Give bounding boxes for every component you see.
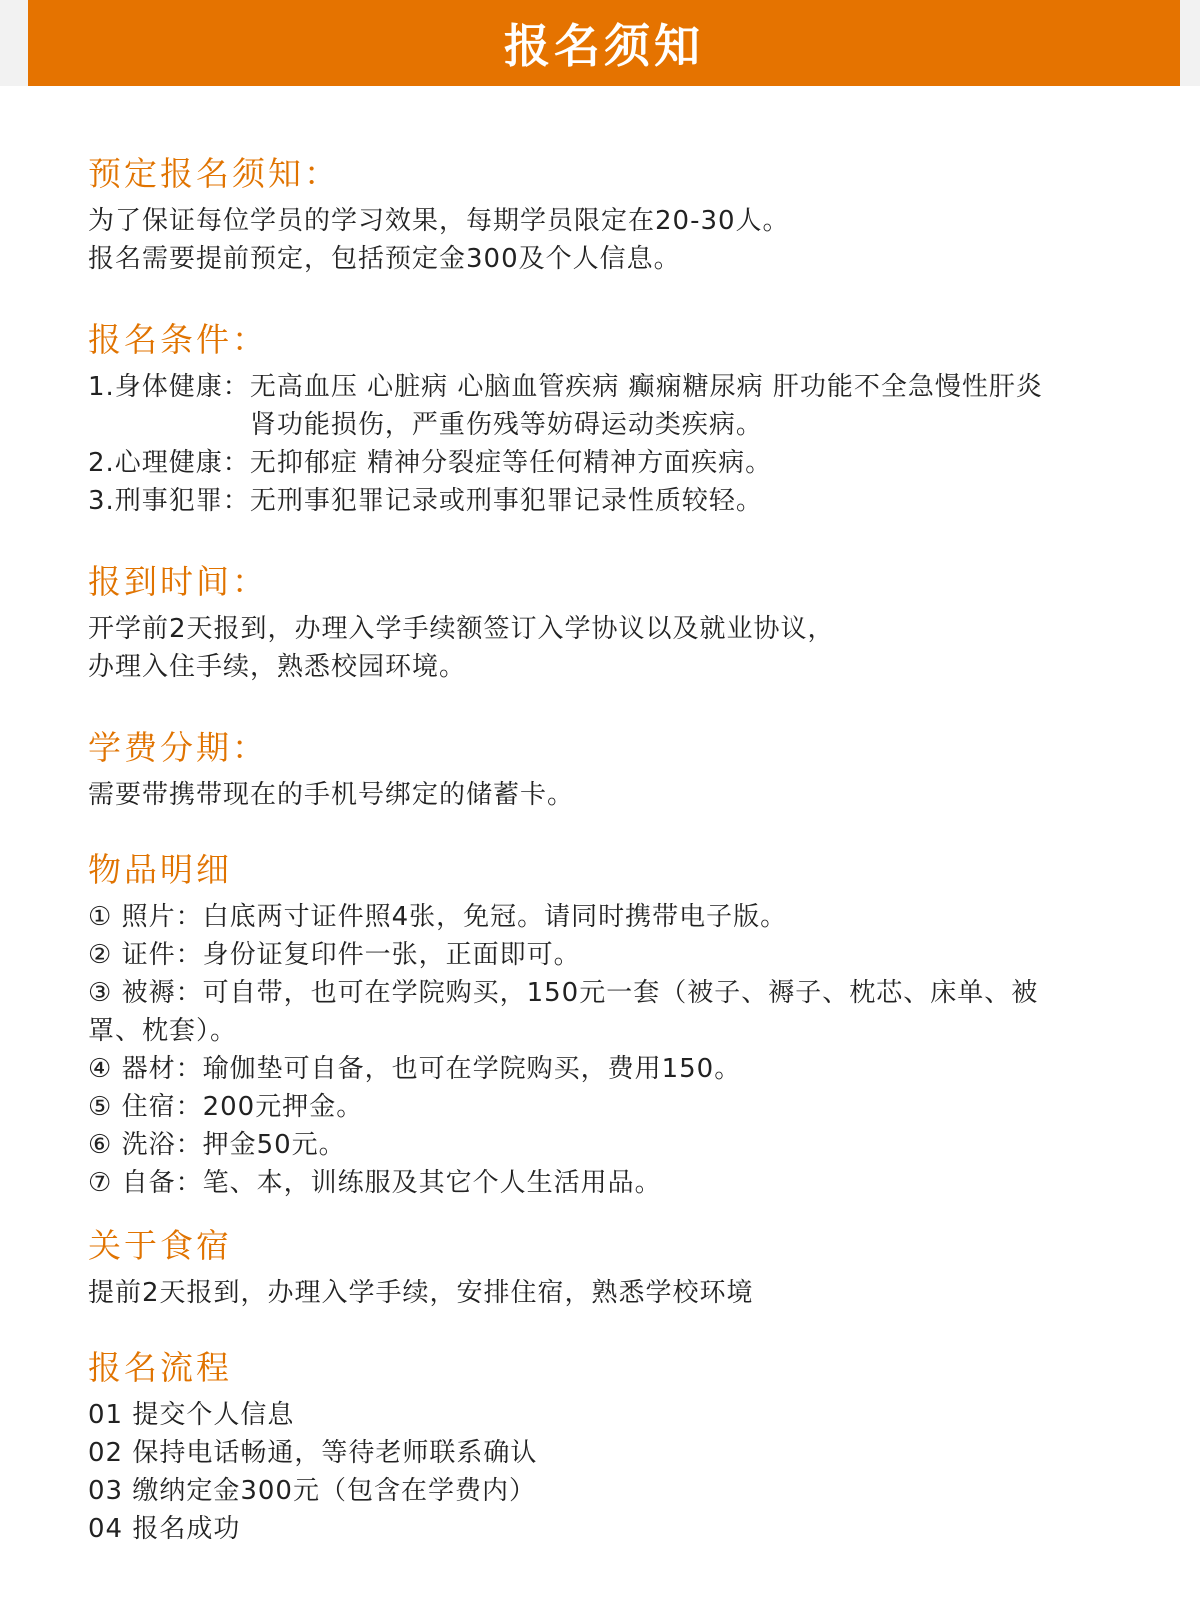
process-step: 01 提交个人信息 [88,1400,295,1430]
list-item: ⑤ 住宿：200元押金。 [88,1092,364,1122]
process-step: 03 缴纳定金300元（包含在学费内） [88,1476,536,1506]
section-title-installment: 学费分期： [88,728,268,767]
section-process [88,1340,1168,1548]
section-report-time [88,554,1168,686]
section-title-report-time: 报到时间： [88,562,268,601]
section-title-booking: 预定报名须知： [88,154,340,193]
header-right-strip [1180,0,1200,86]
condition-text: 无高血压 心脏病 心脑血管疾病 癫痫糖尿病 肝功能不全急慢性肝炎肾功能损伤，严重伤残等妨碍运动类疾病。 [249,372,1043,440]
condition-text: 无抑郁症 精神分裂症等任何精神方面疾病。 [249,448,773,478]
section-title-process: 报名流程 [88,1348,232,1387]
condition-row [88,444,1168,482]
condition-row [88,368,1053,444]
text-line: 报名需要提前预定，包括预定金300及个人信息。 [88,244,681,274]
condition-label: 2.心理健康： [88,448,250,478]
list-item: ② 证件：身份证复印件一张，正面即可。 [88,940,581,970]
text-line: 办理入住手续，熟悉校园环境。 [88,652,467,682]
text-line: 需要带携带现在的手机号绑定的储蓄卡。 [88,780,575,810]
section-lodging [88,1218,1168,1312]
process-step: 04 报名成功 [88,1514,241,1544]
page-title: 报名须知 [504,19,704,73]
section-title-lodging: 关于食宿 [88,1226,232,1265]
list-item: ⑦ 自备：笔、本，训练服及其它个人生活用品。 [88,1168,662,1198]
list-item: ③ 被褥：可自带，也可在学院购买，150元一套（被子、褥子、枕芯、床单、被罩、枕套）。 [88,978,1039,1046]
section-title-items: 物品明细 [88,850,232,889]
text-line: 开学前2天报到，办理入学手续额签订入学协议以及就业协议， [88,614,835,644]
section-installment [88,720,1168,814]
list-item: ① 照片：白底两寸证件照4张，免冠。请同时携带电子版。 [88,902,788,932]
section-conditions [88,312,1168,520]
header-left-strip [0,0,28,86]
list-item: ④ 器材：瑜伽垫可自备，也可在学院购买，费用150。 [88,1054,742,1084]
condition-text: 无刑事犯罪记录或刑事犯罪记录性质较轻。 [249,486,763,516]
text-line: 提前2天报到，办理入学手续，安排住宿，熟悉学校环境 [88,1278,754,1308]
text-line: 为了保证每位学员的学习效果，每期学员限定在20-30人。 [88,206,790,236]
condition-label: 1.身体健康： [88,372,250,402]
process-step: 02 保持电话畅通，等待老师联系确认 [88,1438,538,1468]
header-banner [28,0,1180,86]
condition-row [88,482,1168,520]
section-title-conditions: 报名条件： [88,320,268,359]
section-booking [88,146,1168,278]
notice-content [88,146,1168,1548]
list-item: ⑥ 洗浴：押金50元。 [88,1130,346,1160]
section-items [88,842,1168,1202]
condition-label: 3.刑事犯罪： [88,486,250,516]
